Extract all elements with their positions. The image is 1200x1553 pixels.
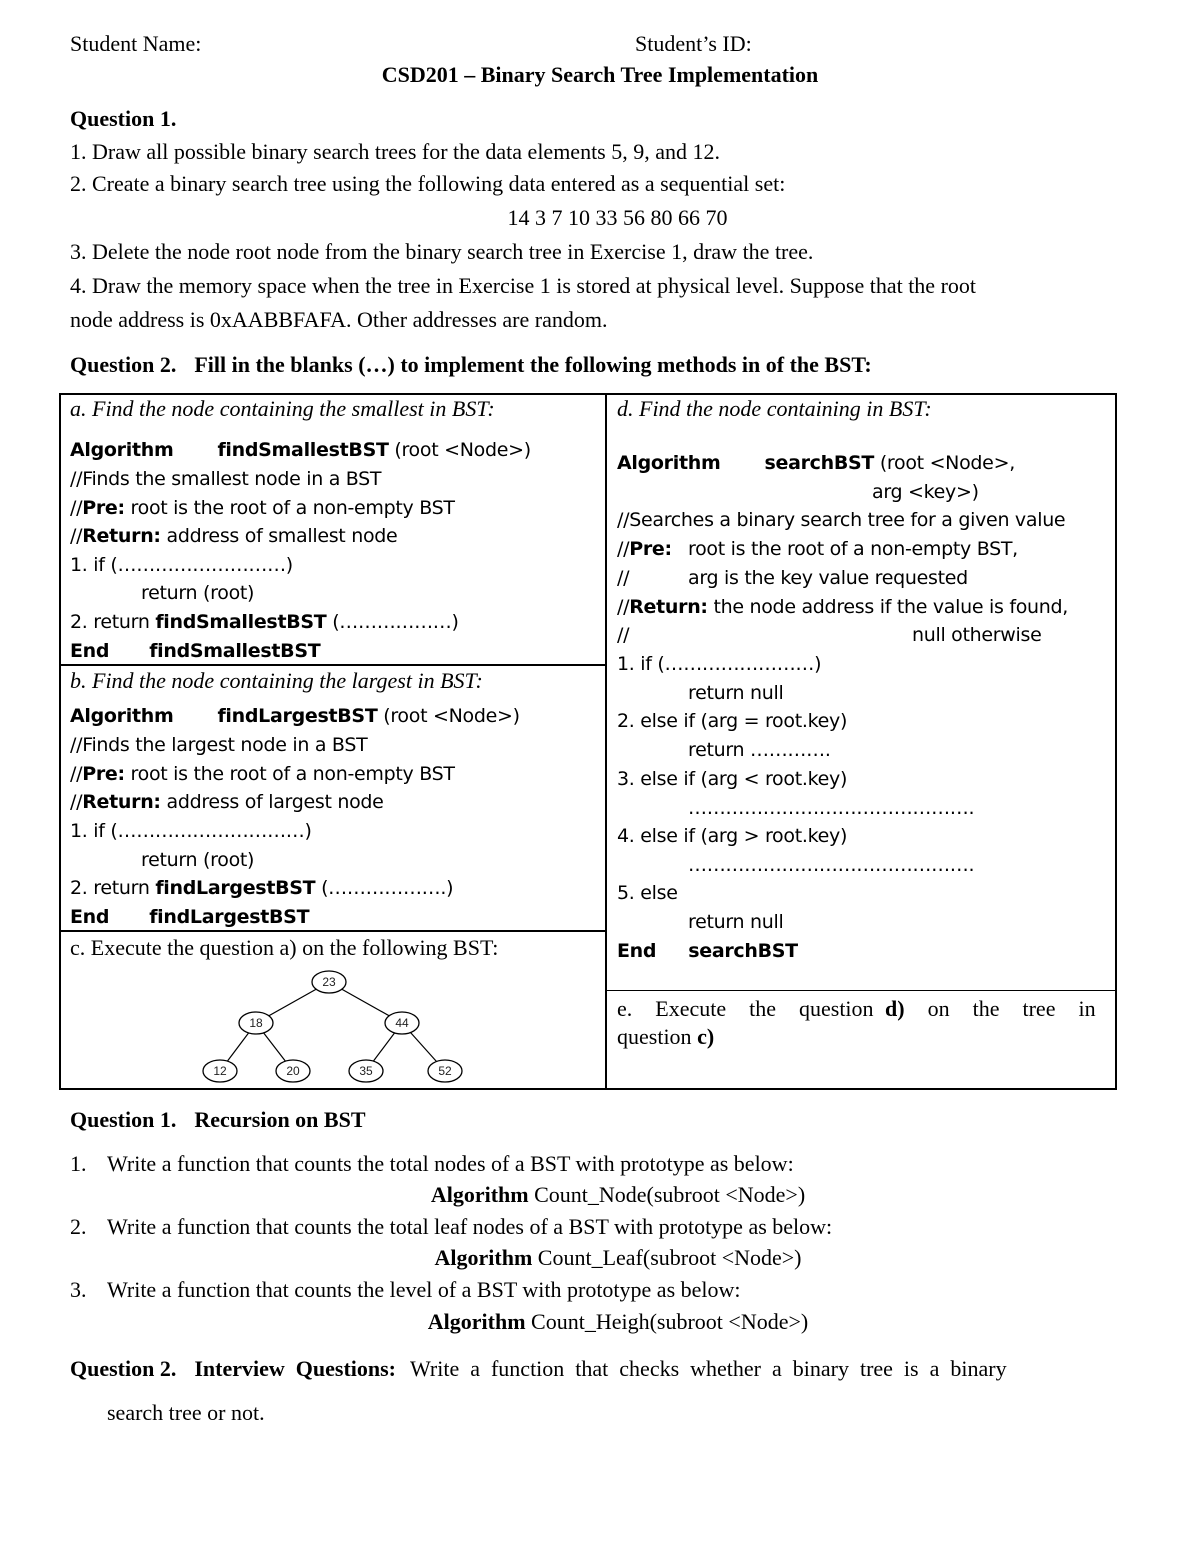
function-name: findLargestBST	[217, 705, 378, 727]
bst-node-label: 52	[438, 1064, 452, 1078]
bst-node-label: 44	[395, 1016, 409, 1030]
function-name: findSmallestBST	[217, 439, 389, 461]
cell-a-step-2	[70, 608, 459, 637]
function-name: searchBST	[688, 940, 798, 962]
cell-a-title: a. Find the node containing the smallest in BST:	[70, 396, 495, 421]
end-keyword: End	[70, 640, 110, 662]
bst-node-label: 35	[359, 1064, 373, 1078]
table-column-divider	[605, 393, 607, 1090]
q3-item-3-num: 3.	[70, 1277, 87, 1302]
q1-heading: Question 1.	[70, 106, 177, 131]
cell-b-step-1: 1. if (…………………………)	[70, 820, 312, 842]
cell-e-ref: c)	[697, 1024, 715, 1049]
cell-a-step-1b: return (root)	[141, 582, 255, 604]
cell-d-comment-3-prefix: //	[617, 567, 630, 589]
q1-item-1: 1. Draw all possible binary search trees for the data elements 5, 9, and 12.	[70, 139, 721, 164]
function-args: (root <Node>,	[874, 452, 1015, 474]
q4-line-1	[70, 1354, 1128, 1384]
function-args: (root <Node>)	[388, 439, 531, 461]
q3-item-3-text: Write a function that counts the level of a BST with prototype as below:	[107, 1277, 741, 1302]
cell-d-step-2: 2. else if (arg = root.key)	[617, 710, 848, 732]
q3-item-1-text: Write a function that counts the total nodes of a BST with prototype as below:	[107, 1151, 794, 1176]
comment-prefix: //	[70, 497, 83, 519]
cell-d-step-3: 3. else if (arg < root.key)	[617, 768, 848, 790]
algorithm-keyword: Algorithm	[617, 452, 721, 474]
q4-heading-text: Interview Questions:	[194, 1356, 397, 1381]
cell-b-comment-2	[70, 760, 455, 789]
comment-keyword: Return:	[82, 791, 161, 813]
student-name-label: Student Name:	[70, 31, 202, 56]
cell-a-step-1: 1. if (………………………)	[70, 554, 293, 576]
q1-data-set: 14 3 7 10 33 56 80 66 70	[507, 205, 728, 230]
comment-prefix: //	[70, 763, 83, 785]
cell-d-comment-2	[617, 535, 672, 564]
comment-text: the node address if the value is found,	[707, 596, 1069, 618]
function-name: findLargestBST	[155, 877, 316, 899]
comment-prefix: //	[70, 525, 83, 547]
cell-e-line-2	[617, 1022, 714, 1052]
algorithm-keyword: Algorithm	[427, 1309, 526, 1334]
q3-heading-label: Question 1.	[70, 1107, 177, 1132]
function-name: findLargestBST	[149, 906, 310, 928]
function-name: findSmallestBST	[149, 640, 321, 662]
cell-e-text: question	[617, 1024, 698, 1049]
cell-d-algorithm-args-2: arg <key>)	[872, 481, 979, 503]
cell-a-comment-3	[70, 522, 397, 551]
cell-d-title: d. Find the node containing in BST:	[617, 396, 932, 421]
cell-d-step-3b: ……………………………………….	[688, 797, 975, 819]
bst-diagram	[190, 962, 480, 1087]
cell-d-step-2b: return ………….	[688, 739, 831, 761]
prototype: Count_Node(subroot <Node>)	[528, 1182, 806, 1207]
cell-b-end	[70, 903, 309, 932]
q1-item-3: 3. Delete the node root node from the binary search tree in Exercise 1, draw the tree.	[70, 239, 814, 264]
cell-a-algorithm	[70, 436, 531, 465]
cell-d-algorithm	[617, 449, 1015, 478]
q4-text: Write a function that checks whether a binary tree is a binary	[410, 1356, 1007, 1381]
cell-a-comment-2	[70, 494, 455, 523]
cell-d-step-4: 4. else if (arg > root.key)	[617, 825, 848, 847]
step-text: 2. return	[70, 877, 156, 899]
comment-keyword: Pre:	[82, 763, 125, 785]
cell-b-step-1b: return (root)	[141, 849, 255, 871]
cell-d-step-5: 5. else	[617, 882, 678, 904]
q3-item-2-proto	[0, 1243, 1200, 1273]
algorithm-keyword: Algorithm	[430, 1182, 529, 1207]
q3-heading	[70, 1105, 366, 1135]
cell-d-step-1b: return null	[688, 682, 784, 704]
step-blank: (……………….)	[315, 877, 454, 899]
comment-keyword: Return:	[82, 525, 161, 547]
end-keyword: End	[617, 940, 657, 962]
algorithm-keyword: Algorithm	[70, 705, 174, 727]
bst-node-label: 12	[213, 1064, 227, 1078]
comment-keyword: Pre:	[82, 497, 125, 519]
function-name: searchBST	[764, 452, 875, 474]
q2-heading-text: Fill in the blanks (…) to implement the following methods in of the BST:	[194, 352, 872, 377]
q3-item-2-text: Write a function that counts the total leaf nodes of a BST with prototype as below:	[107, 1214, 833, 1239]
q1-item-4-cont: node address is 0xAABBFAFA. Other addresses are random.	[70, 307, 608, 332]
comment-prefix: //	[617, 596, 630, 618]
table-divider-de	[606, 990, 1117, 991]
comment-prefix: //	[617, 538, 630, 560]
q2-heading	[70, 350, 872, 380]
q2-heading-label: Question 2.	[70, 352, 177, 377]
cell-d-step-1: 1. if (……………………)	[617, 653, 822, 675]
algorithm-keyword: Algorithm	[434, 1245, 533, 1270]
cell-a-comment-1: //Finds the smallest node in a BST	[70, 468, 382, 490]
function-args: (root <Node>)	[377, 705, 520, 727]
comment-keyword: Pre:	[629, 538, 672, 560]
cell-c-text: c. Execute the question a) on the following BST:	[70, 935, 499, 960]
cell-e-ref: d)	[885, 996, 905, 1021]
cell-e-text: e. Execute the question	[617, 996, 886, 1021]
cell-e-line-1	[617, 994, 1107, 1024]
prototype: Count_Heigh(subroot <Node>)	[525, 1309, 809, 1334]
cell-b-comment-1: //Finds the largest node in a BST	[70, 734, 368, 756]
end-keyword: End	[70, 906, 110, 928]
algorithm-keyword: Algorithm	[70, 439, 174, 461]
cell-b-step-2	[70, 874, 453, 903]
q3-item-1-proto	[0, 1180, 1200, 1210]
cell-d-end	[617, 937, 798, 966]
prototype: Count_Leaf(subroot <Node>)	[532, 1245, 802, 1270]
bst-node-label: 20	[286, 1064, 300, 1078]
cell-d-comment-4	[617, 593, 1068, 622]
q3-item-2-num: 2.	[70, 1214, 87, 1239]
cell-d-comment-5-prefix: //	[617, 624, 630, 646]
cell-b-algorithm	[70, 702, 520, 731]
cell-b-comment-3	[70, 788, 384, 817]
cell-e-text: on the tree in	[904, 996, 1096, 1021]
comment-text: address of smallest node	[160, 525, 398, 547]
bst-node-label: 23	[322, 975, 336, 989]
cell-d-comment-3-text: arg is the key value requested	[688, 567, 968, 589]
q4-line-2: search tree or not.	[107, 1400, 265, 1425]
comment-text: root is the root of a non-empty BST	[124, 763, 455, 785]
q3-item-1-num: 1.	[70, 1151, 87, 1176]
cell-b-title: b. Find the node containing the largest in BST:	[70, 668, 483, 693]
bst-node-label: 18	[249, 1016, 263, 1030]
q3-heading-text: Recursion on BST	[194, 1107, 366, 1132]
q1-item-4: 4. Draw the memory space when the tree in Exercise 1 is stored at physical level. Suppose that the root	[70, 273, 977, 298]
comment-keyword: Return:	[629, 596, 708, 618]
q4-heading-label: Question 2.	[70, 1356, 177, 1381]
function-name: findSmallestBST	[155, 611, 327, 633]
cell-d-comment-2-text: root is the root of a non-empty BST,	[688, 538, 1018, 560]
comment-text: root is the root of a non-empty BST	[124, 497, 455, 519]
cell-d-comment-1: //Searches a binary search tree for a given value	[617, 509, 1066, 531]
page-title: CSD201 – Binary Search Tree Implementation	[381, 62, 819, 87]
comment-prefix: //	[70, 791, 83, 813]
cell-d-comment-5-text: null otherwise	[912, 624, 1042, 646]
cell-d-step-5b: return null	[688, 911, 784, 933]
comment-text: address of largest node	[160, 791, 384, 813]
cell-a-end	[70, 637, 320, 666]
step-text: 2. return	[70, 611, 156, 633]
cell-d-step-4b: ……………………………………….	[688, 854, 975, 876]
student-id-label: Student’s ID:	[635, 31, 752, 56]
q3-item-3-proto	[0, 1307, 1200, 1337]
q1-item-2: 2. Create a binary search tree using the following data entered as a sequential set:	[70, 171, 786, 196]
step-blank: (………………)	[326, 611, 459, 633]
